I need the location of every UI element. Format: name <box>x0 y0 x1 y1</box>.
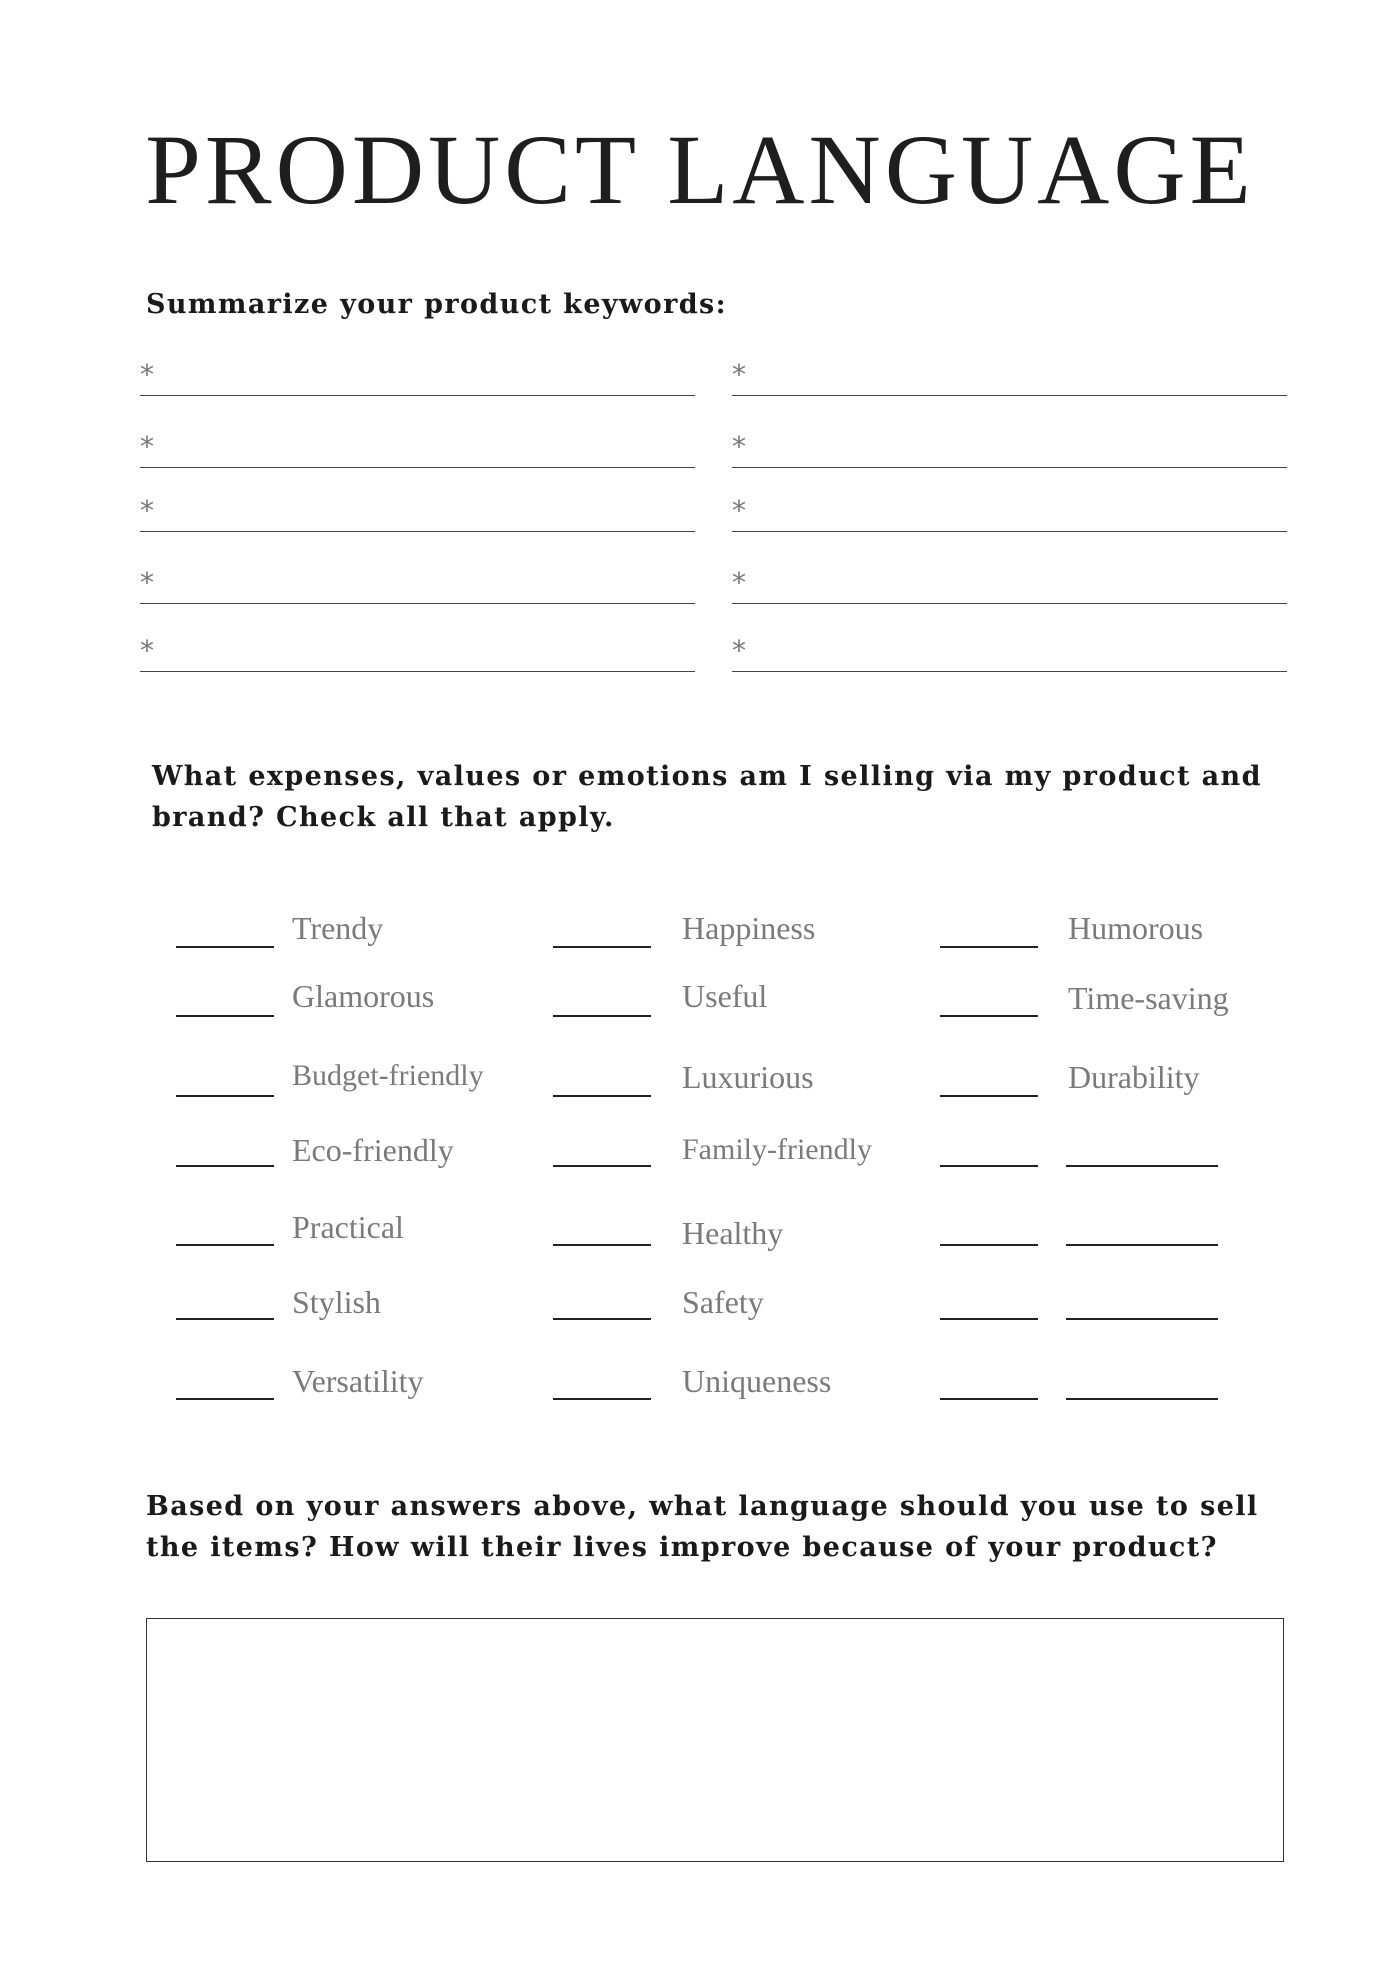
check-blank[interactable] <box>176 946 274 948</box>
asterisk-icon: * <box>732 358 746 391</box>
keyword-line[interactable] <box>732 430 1287 463</box>
check-blank[interactable] <box>553 946 651 948</box>
check-blank[interactable] <box>553 1015 651 1017</box>
keyword-line[interactable] <box>732 566 1287 599</box>
check-blank[interactable] <box>940 1095 1038 1097</box>
custom-option-line[interactable] <box>1066 1318 1218 1320</box>
check-blank[interactable] <box>553 1398 651 1400</box>
keyword-line[interactable] <box>140 566 695 599</box>
check-blank[interactable] <box>176 1095 274 1097</box>
asterisk-icon: * <box>140 634 154 667</box>
option-label: Versatility <box>292 1363 424 1399</box>
asterisk-icon: * <box>140 358 154 391</box>
asterisk-icon: * <box>140 494 154 527</box>
option-label: Humorous <box>1068 910 1204 946</box>
values-question: What expenses, values or emotions am I selling via my product and brand? Check all that apply. <box>152 761 1262 833</box>
check-blank[interactable] <box>940 1398 1038 1400</box>
custom-option-line[interactable] <box>1066 1244 1218 1246</box>
option-label: Stylish <box>292 1284 381 1320</box>
keyword-line[interactable] <box>140 430 695 463</box>
option-label: Luxurious <box>682 1059 814 1095</box>
option-label: Practical <box>292 1209 404 1245</box>
check-blank[interactable] <box>940 1318 1038 1320</box>
check-blank[interactable] <box>940 1015 1038 1017</box>
asterisk-icon: * <box>140 430 154 463</box>
keyword-line[interactable] <box>732 358 1287 391</box>
asterisk-icon: * <box>140 566 154 599</box>
option-label: Glamorous <box>292 978 435 1014</box>
option-label: Durability <box>1068 1059 1200 1095</box>
check-blank[interactable] <box>553 1244 651 1246</box>
page-title: PRODUCT LANGUAGE <box>145 114 1255 225</box>
option-label: Budget-friendly <box>292 1059 484 1092</box>
keyword-line[interactable] <box>140 494 695 527</box>
check-blank[interactable] <box>176 1244 274 1246</box>
custom-option-line[interactable] <box>1066 1398 1218 1400</box>
option-label: Happiness <box>682 910 816 946</box>
option-label: Time-saving <box>1068 980 1229 1016</box>
option-label: Safety <box>682 1284 764 1320</box>
option-label: Healthy <box>682 1215 784 1251</box>
option-label: Eco-friendly <box>292 1132 454 1168</box>
check-blank[interactable] <box>176 1165 274 1167</box>
check-blank[interactable] <box>176 1015 274 1017</box>
option-label: Useful <box>682 978 768 1014</box>
answer-box[interactable] <box>146 1618 1284 1862</box>
asterisk-icon: * <box>732 430 746 463</box>
check-blank[interactable] <box>940 1165 1038 1167</box>
check-blank[interactable] <box>553 1318 651 1320</box>
check-blank[interactable] <box>176 1318 274 1320</box>
language-question: Based on your answers above, what language should you use to sell the items? How will their lives improve because of your product? <box>146 1491 1259 1563</box>
check-blank[interactable] <box>940 1244 1038 1246</box>
option-label: Uniqueness <box>682 1363 832 1399</box>
keyword-line[interactable] <box>732 634 1287 667</box>
keyword-line[interactable] <box>140 634 695 667</box>
check-blank[interactable] <box>940 946 1038 948</box>
asterisk-icon: * <box>732 494 746 527</box>
option-label: Family-friendly <box>682 1133 872 1166</box>
custom-option-line[interactable] <box>1066 1165 1218 1167</box>
keyword-line[interactable] <box>732 494 1287 527</box>
keyword-line[interactable] <box>140 358 695 391</box>
check-blank[interactable] <box>176 1398 274 1400</box>
asterisk-icon: * <box>732 566 746 599</box>
check-blank[interactable] <box>553 1095 651 1097</box>
check-blank[interactable] <box>553 1165 651 1167</box>
keywords-heading: Summarize your product keywords: <box>146 289 727 320</box>
asterisk-icon: * <box>732 634 746 667</box>
option-label: Trendy <box>292 910 384 946</box>
